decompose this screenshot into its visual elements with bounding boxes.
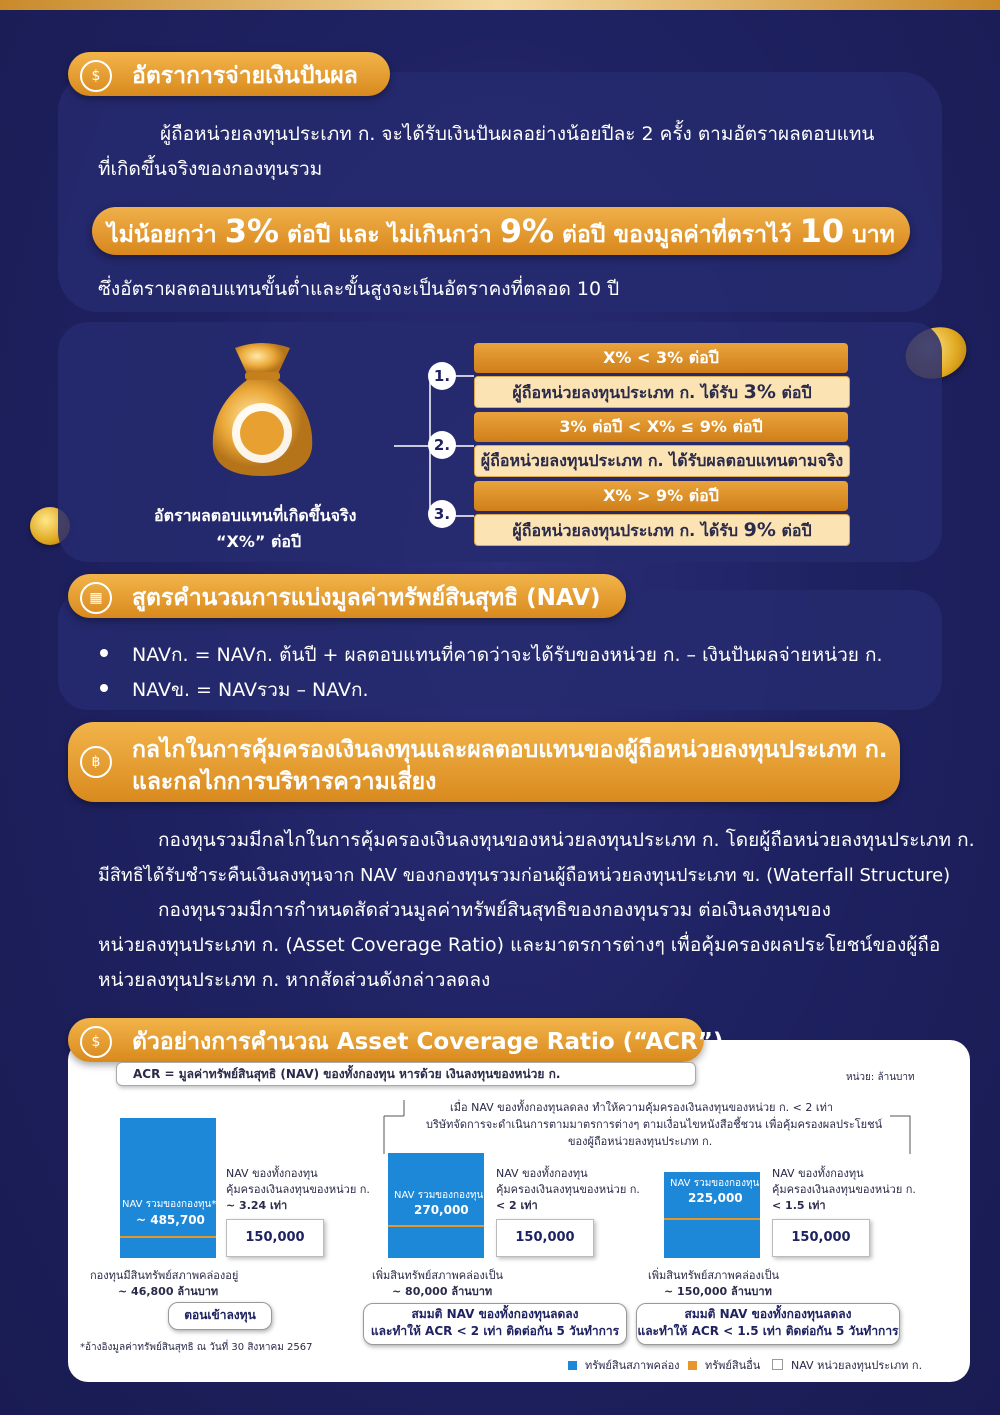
rate-text: ไม่น้อยกว่า: [107, 222, 217, 248]
acr-desc: คุ้มครองเงินลงทุนของหน่วย ก.: [496, 1183, 640, 1196]
case-number: 1.: [428, 362, 456, 390]
acr-desc: NAV ของทั้งกองทุน: [226, 1167, 318, 1180]
result-rate: 3%: [743, 381, 776, 403]
acr-desc: NAV ของทั้งกองทุน: [496, 1167, 588, 1180]
para-line: หน่วยลงทุนประเภท ก. (Asset Coverage Ratio) และมาตรการต่างๆ เพื่อคุ้มครองผลประโยชน์ของผู้ถือ: [98, 934, 941, 956]
para-line: ที่เกิดขึ้นจริงของกองทุนรวม: [98, 158, 323, 180]
dividend-paragraph: [98, 117, 898, 187]
bar-label: NAV รวมของกองทุน*: [122, 1199, 217, 1210]
acr-desc: NAV ของทั้งกองทุน: [772, 1167, 864, 1180]
stage-pill: ตอนเข้าลงทุน: [168, 1302, 272, 1330]
acr-desc: คุ้มครองเงินลงทุนของหน่วย ก.: [772, 1183, 916, 1196]
hand-coin-icon: $: [80, 1026, 112, 1058]
section-header-acr: [68, 1018, 724, 1062]
protection-paragraph: [98, 823, 975, 998]
unit-a-box: 150,000: [772, 1219, 870, 1257]
legend-label: NAV หน่วยลงทุนประเภท ก.: [791, 1359, 923, 1372]
section-title: กลไกในการคุ้มครองเงินลงทุนและผลตอบแทนของผู้ถือหน่วยลงทุนประเภท ก.: [132, 737, 888, 763]
nav-bar-liquid: [664, 1218, 760, 1258]
rate-par: 10: [799, 212, 845, 250]
case-result: [474, 514, 850, 546]
legend-swatch: [772, 1359, 783, 1370]
case-condition: X% < 3% ต่อปี: [474, 343, 848, 373]
para-line: หน่วยลงทุนประเภท ก. หากสัดส่วนดังกล่าวลดลง: [98, 969, 491, 991]
liquid-note: เพิ่มสินทรัพย์สภาพคล่องเป็น: [372, 1269, 504, 1282]
para-line: กองทุนรวมมีการกำหนดสัดส่วนมูลค่าทรัพย์สินสุทธิของกองทุนรวม ต่อเงินลงทุนของ: [158, 899, 831, 921]
acr-desc: คุ้มครองเงินลงทุนของหน่วย ก.: [226, 1183, 370, 1196]
formula-text: NAVข. = NAVรวม – NAVก.: [132, 679, 369, 701]
acr-ratio: < 1.5 เท่า: [772, 1199, 826, 1212]
rate-text: ต่อปี ของมูลค่าที่ตราไว้: [562, 222, 792, 248]
section-header-dividend: [68, 52, 390, 96]
result-text: ผู้ถือหน่วยลงทุนประเภท ก. ได้รับ: [512, 383, 739, 402]
rate-max: 9%: [499, 212, 555, 250]
rate-banner: [92, 207, 910, 255]
section-title: อัตราการจ่ายเงินปันผล: [132, 63, 358, 89]
section-title: ตัวอย่างการคำนวณ Asset Coverage Ratio (“ACR”): [132, 1029, 724, 1055]
case-result: [474, 445, 850, 477]
rate-min: 3%: [224, 212, 280, 250]
bag-label: อัตราผลตอบแทนที่เกิดขึ้นจริง: [154, 506, 357, 525]
result-text: ผู้ถือหน่วยลงทุนประเภท ก. ได้รับผลตอบแทนตามจริง: [480, 451, 844, 470]
case-condition: 3% ต่อปี < X% ≤ 9% ต่อปี: [474, 412, 848, 442]
bar-label: NAV รวมของกองทุน: [670, 1178, 760, 1189]
unit-a-box: 150,000: [496, 1219, 594, 1257]
money-hand-icon: $: [80, 60, 112, 92]
unit-a-box: 150,000: [226, 1219, 324, 1257]
callout-text: เมื่อ NAV ของทั้งกองทุนลดลง ทำให้ความคุ้มครองเงินลงทุนของหน่วย ก. < 2 เท่า: [450, 1101, 834, 1114]
section-title: สูตรคำนวณการแบ่งมูลค่าทรัพย์สินสุทธิ (NAV): [132, 585, 601, 611]
result-text: ต่อปี: [781, 383, 812, 402]
bar-value: 225,000: [688, 1191, 743, 1205]
case-number: 2.: [428, 431, 456, 459]
rate-text: ต่อปี และ ไม่เกินกว่า: [287, 222, 492, 248]
formula-text: NAVก. = NAVก. ต้นปี + ผลตอบแทนที่คาดว่าจะได้รับของหน่วย ก. – เงินปันผลจ่ายหน่วย ก.: [132, 644, 883, 666]
legend-liquid: [568, 1356, 680, 1374]
legend-other: [688, 1356, 760, 1374]
acr-ratio: < 2 เท่า: [496, 1199, 538, 1212]
callout-text: ของผู้ถือหน่วยลงทุนประเภท ก.: [568, 1135, 713, 1148]
acr-ratio: ~ 3.24 เท่า: [226, 1199, 288, 1212]
bar-label: NAV รวมของกองทุน: [394, 1190, 484, 1201]
acr-definition: ACR = มูลค่าทรัพย์สินสุทธิ (NAV) ของทั้งกองทุน หารด้วย เงินลงทุนของหน่วย ก.: [116, 1062, 696, 1086]
bag-label: “X%” ต่อปี: [216, 532, 302, 551]
top-accent-bar: [0, 0, 1000, 10]
liquid-value: ~ 150,000 ล้านบาท: [664, 1285, 772, 1298]
scenario-pill: [636, 1303, 900, 1345]
pill-text: สมมติ NAV ของทั้งกองทุนลดลง: [411, 1307, 579, 1321]
liquid-note: กองทุนมีสินทรัพย์สภาพคล่องอยู่: [90, 1269, 239, 1282]
bar-value: ~ 485,700: [136, 1213, 205, 1227]
rate-text: บาท: [852, 222, 895, 248]
nav-bar-liquid: [120, 1236, 216, 1258]
legend-swatch: [568, 1361, 577, 1370]
pill-text: และทำให้ ACR < 2 เท่า ติดต่อกัน 5 วันทำการ: [370, 1324, 620, 1338]
nav-bar-liquid: [388, 1225, 484, 1258]
result-text: ต่อปี: [781, 521, 812, 540]
section-header-nav: [68, 574, 626, 618]
para-line: กองทุนรวมมีกลไกในการคุ้มครองเงินลงทุนของหน่วยลงทุนประเภท ก. โดยผู้ถือหน่วยลงทุนประเภท ก.: [158, 829, 975, 851]
para-line: ผู้ถือหน่วยลงทุนประเภท ก. จะได้รับเงินปันผลอย่างน้อยปีละ 2 ครั้ง ตามอัตราผลตอบแทน: [160, 123, 875, 145]
unit-label: หน่วย: ล้านบาท: [846, 1072, 915, 1083]
bullet-icon: [100, 649, 108, 657]
legend-label: ทรัพย์สินอื่น: [705, 1359, 761, 1372]
legend-swatch: [688, 1361, 697, 1370]
case-condition: X% > 9% ต่อปี: [474, 481, 848, 511]
legend-unit-a: [772, 1356, 922, 1374]
section-header-protection: [68, 722, 900, 802]
pill-text: และทำให้ ACR < 1.5 เท่า ติดต่อกัน 5 วันทำการ: [637, 1324, 899, 1338]
case-number: 3.: [428, 500, 456, 528]
pill-text: สมมติ NAV ของทั้งกองทุนลดลง: [684, 1307, 852, 1321]
case-result: [474, 376, 850, 408]
liquid-value: ~ 46,800 ล้านบาท: [118, 1285, 219, 1298]
footnote: *อ้างอิงมูลค่าทรัพย์สินสุทธิ ณ วันที่ 30 สิงหาคม 2567: [80, 1342, 313, 1353]
liquid-value: ~ 80,000 ล้านบาท: [392, 1285, 493, 1298]
money-bag-icon: [205, 338, 320, 478]
legend-label: ทรัพย์สินสภาพคล่อง: [585, 1359, 680, 1372]
callout-text: บริษัทจัดการจะดำเนินการตามมาตรการต่างๆ ตามเงื่อนไขหนังสือชี้ชวน เพื่อคุ้มครองผลประโยชน์: [426, 1118, 883, 1131]
scenario-pill: [363, 1303, 627, 1345]
result-text: ผู้ถือหน่วยลงทุนประเภท ก. ได้รับ: [512, 521, 739, 540]
result-rate: 9%: [743, 519, 776, 541]
calculator-icon: ▦: [80, 582, 112, 614]
bullet-icon: [100, 684, 108, 692]
liquid-note: เพิ่มสินทรัพย์สภาพคล่องเป็น: [648, 1269, 780, 1282]
gear-coin-icon: ฿: [80, 746, 112, 778]
rate-note: ซึ่งอัตราผลตอบแทนขั้นต่ำและขั้นสูงจะเป็นอัตราคงที่ตลอด 10 ปี: [98, 278, 620, 300]
section-title: และกลไกการบริหารความเสี่ยง: [132, 769, 437, 795]
para-line: มีสิทธิได้รับชำระคืนเงินลงทุนจาก NAV ของกองทุนรวมก่อนผู้ถือหน่วยลงทุนประเภท ข. (Waterfall Structure): [98, 865, 951, 886]
bar-value: 270,000: [414, 1203, 469, 1217]
